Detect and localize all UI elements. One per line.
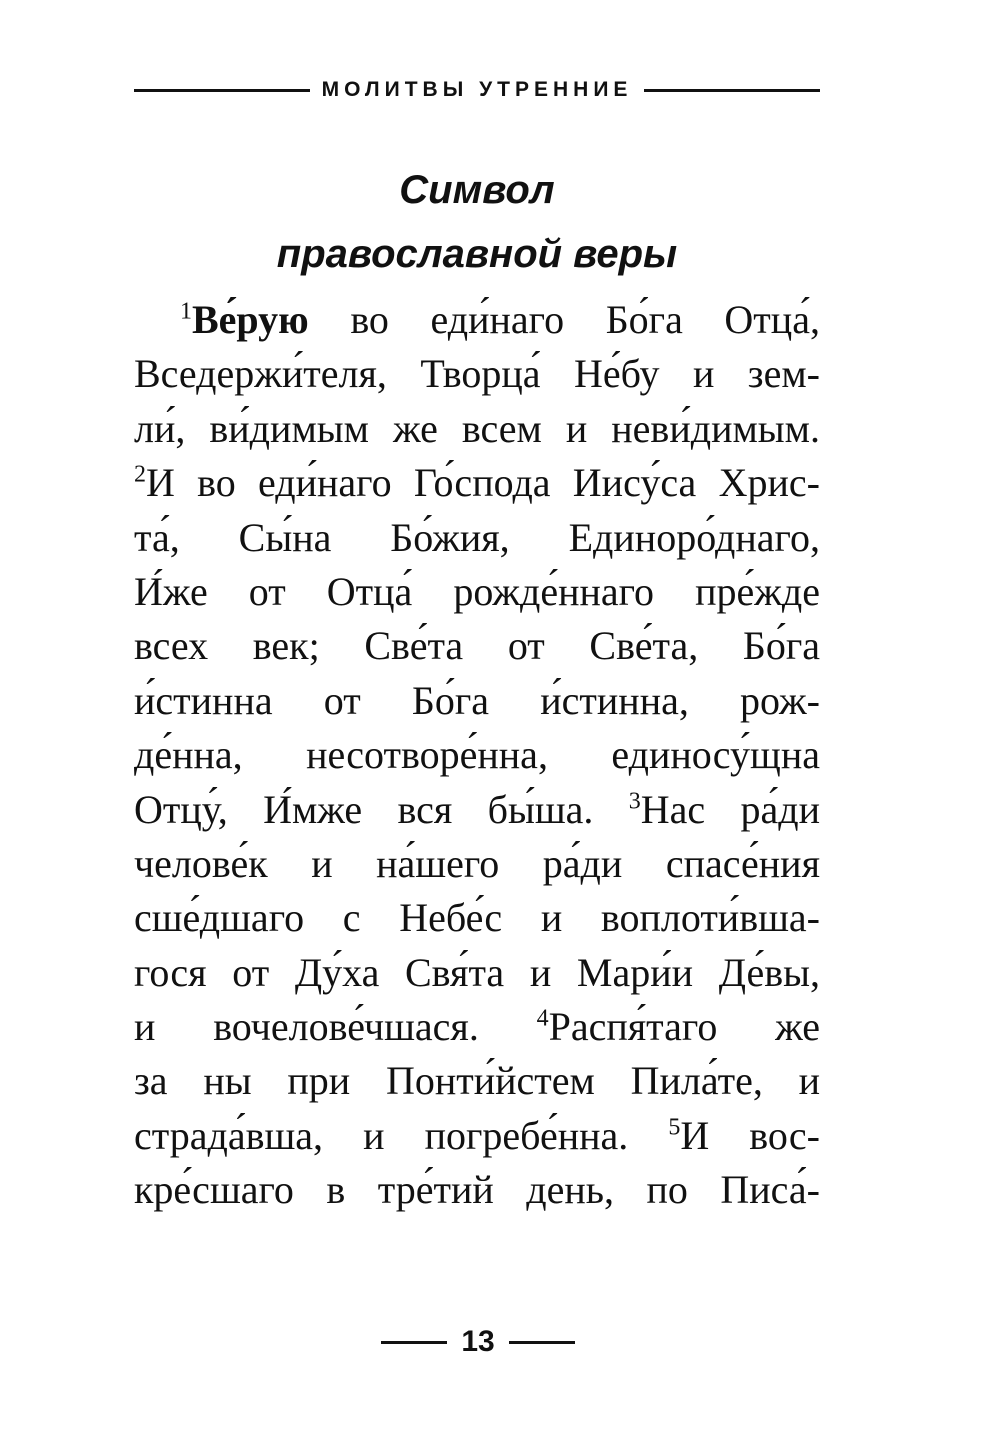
running-title: МОЛИТВЫ УТРЕННИЕ (321, 78, 633, 101)
word: Мари́и (576, 949, 694, 995)
word: Бо́га (742, 623, 820, 669)
word: Писа́- (720, 1167, 820, 1213)
text-line (134, 565, 820, 619)
word (180, 293, 309, 347)
word-text: Распя́таго (548, 1004, 718, 1050)
word: ра́ди (740, 786, 820, 832)
word-text: И (146, 460, 175, 506)
word (134, 456, 175, 510)
text-line (134, 837, 820, 891)
word: Не́бу (574, 351, 660, 397)
text-line (134, 293, 820, 347)
word: страда́вша, (134, 1112, 324, 1158)
word: Иису́са (572, 460, 697, 506)
text-line (134, 1109, 820, 1163)
word: во (197, 460, 236, 506)
word: день, (526, 1167, 614, 1213)
word: Све́та, (589, 623, 699, 669)
word: Све́та (364, 623, 464, 669)
verse-number: 2 (134, 461, 146, 488)
heading-line-2: православной веры (276, 232, 678, 276)
word: за (134, 1058, 168, 1104)
header-rule-right (644, 89, 820, 92)
word: Бо́га (411, 677, 490, 723)
word: в (326, 1167, 346, 1213)
word: кре́сшаго (134, 1167, 294, 1213)
word: на́шего (376, 840, 500, 886)
word: вос- (749, 1112, 820, 1158)
word: Отцу́, (134, 786, 228, 832)
word: и́стинна, (540, 677, 689, 723)
word: спасе́ния (665, 840, 820, 886)
running-header (134, 72, 820, 108)
text-line (134, 674, 820, 728)
word: Сы́на (238, 514, 332, 560)
word: тре́тий (377, 1167, 494, 1213)
word: челове́к (134, 840, 268, 886)
word: Пила́те, (630, 1058, 763, 1104)
word: И́же (134, 568, 208, 614)
word: от (507, 623, 545, 669)
word: от (248, 568, 286, 614)
text-line (134, 946, 820, 1000)
word: с (342, 895, 361, 941)
word: вочелове́чшася. (213, 1004, 479, 1050)
text-line (134, 728, 820, 782)
word: и (798, 1058, 820, 1104)
word: Отца́ (326, 568, 413, 614)
text-line (134, 347, 820, 401)
word: та́, (134, 514, 180, 560)
header-rule-left (134, 89, 310, 92)
word: во (350, 297, 389, 342)
word: и (363, 1112, 385, 1158)
word: неви́димым. (611, 405, 820, 451)
word: и́стинна (134, 677, 273, 723)
word: Понти́йстем (385, 1058, 595, 1104)
verse-number: 5 (668, 1114, 681, 1141)
text-line (134, 1000, 820, 1054)
word: и (565, 405, 588, 451)
word: погребе́нна. (424, 1112, 629, 1158)
word: Ду́ха (294, 949, 380, 995)
word-text: И (680, 1112, 710, 1158)
text-line (134, 1163, 820, 1217)
word (629, 783, 705, 837)
word: Хрис- (718, 460, 820, 506)
word: бы́ша. (487, 786, 594, 832)
word (668, 1109, 709, 1163)
word: от (232, 949, 270, 995)
word: же (392, 405, 438, 451)
word: век; (252, 623, 320, 669)
word: рожде́ннаго (453, 568, 655, 614)
word: и (134, 1004, 156, 1050)
verse-number: 3 (628, 788, 641, 815)
word: зем- (747, 351, 820, 397)
word: Бо́жия, (390, 514, 510, 560)
word: сше́дшаго (134, 895, 305, 941)
text-line (134, 402, 820, 456)
word: вся (397, 786, 453, 832)
word: Творца́ (420, 351, 541, 397)
word: Вседержи́теля, (134, 351, 387, 397)
word: и (529, 949, 552, 995)
word: и (311, 840, 333, 886)
word: при (287, 1058, 351, 1104)
word: от (323, 677, 361, 723)
word: всех (134, 623, 209, 669)
word: гося (134, 949, 207, 995)
verse-number: 4 (536, 1005, 549, 1032)
word: Единоро́днаго, (568, 514, 820, 560)
text-line (134, 891, 820, 945)
word: еди́наго (258, 460, 392, 506)
footer-dash-left (381, 1341, 447, 1344)
word: И́мже (263, 786, 363, 832)
verse-number: 1 (180, 298, 192, 325)
word: же (775, 1004, 820, 1050)
word: единосу́щна (611, 732, 820, 778)
word: и (540, 895, 563, 941)
text-line (134, 511, 820, 565)
word: всем (461, 405, 542, 451)
word: де́нна, (134, 732, 243, 778)
word: Де́вы, (718, 949, 820, 995)
word: Свя́та (405, 949, 505, 995)
word: Бо́га (605, 297, 683, 342)
text-line (134, 456, 820, 510)
heading-line-1: Символ (399, 168, 555, 212)
word-text: Нас (640, 786, 706, 832)
word: Отца́, (724, 297, 820, 342)
page-number: 13 (461, 1325, 495, 1358)
page-footer (360, 1320, 596, 1364)
word-text: Ве́рую (192, 297, 309, 342)
word: рож- (740, 677, 820, 723)
word: пре́жде (695, 568, 820, 614)
word: Небе́с (399, 895, 503, 941)
word (537, 1000, 718, 1054)
word: несотворе́нна, (306, 732, 548, 778)
word: ли́, (134, 405, 186, 451)
footer-dash-right (509, 1341, 575, 1344)
word: ви́димым (209, 405, 369, 451)
text-line (134, 619, 820, 673)
word: Го́спода (413, 460, 551, 506)
word: воплоти́вша- (600, 895, 820, 941)
word: ны (203, 1058, 252, 1104)
word: ра́ди (542, 840, 623, 886)
word: еди́наго (430, 297, 565, 342)
text-line (134, 783, 820, 837)
word: по (646, 1167, 688, 1213)
prayer-heading (134, 158, 820, 286)
text-line (134, 1054, 820, 1108)
word: и (692, 351, 715, 397)
prayer-text (134, 293, 820, 1218)
